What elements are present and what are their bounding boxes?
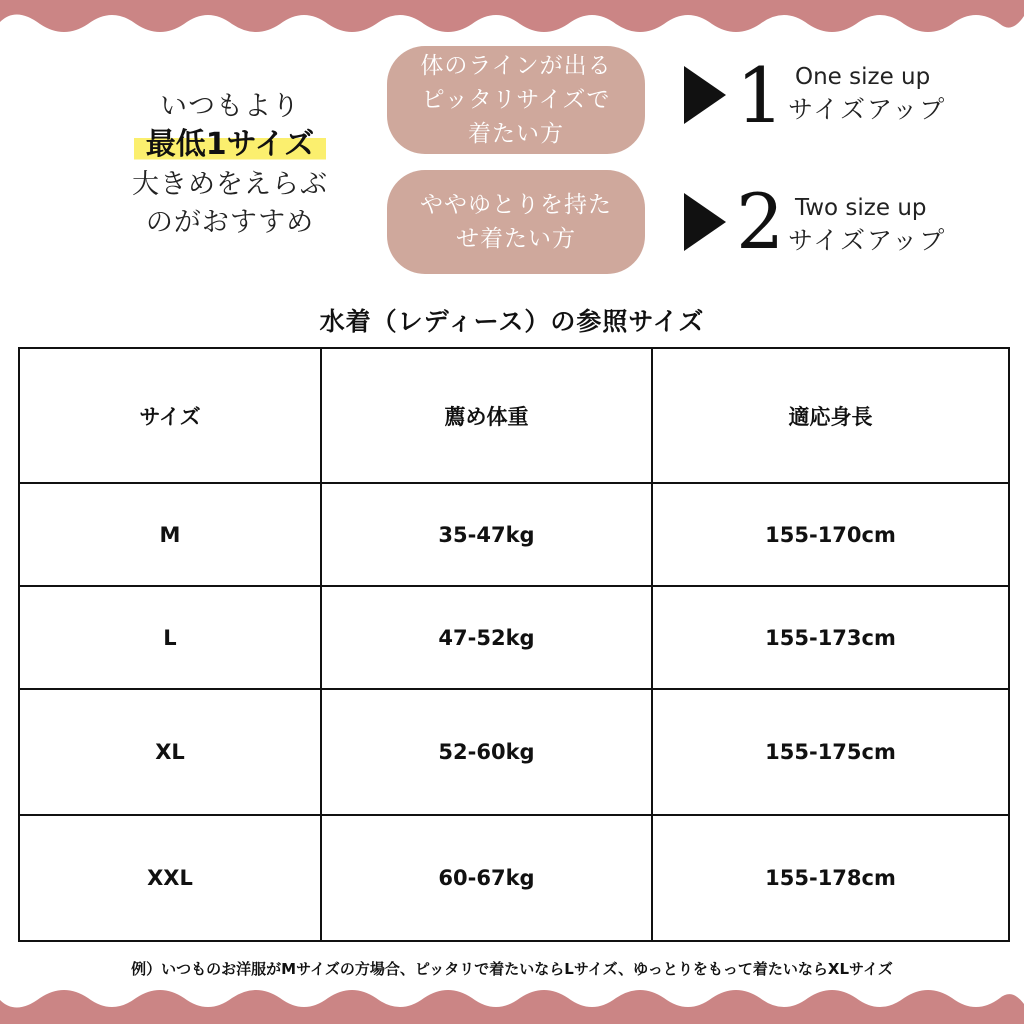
option-1-jp-label: サイズアップ xyxy=(788,95,947,124)
weight-cell: 47-52kg xyxy=(321,586,652,689)
size-table xyxy=(18,347,1010,942)
bottom-wave-border xyxy=(0,984,1024,1024)
table-row xyxy=(19,586,1009,689)
size-cell: M xyxy=(19,483,321,586)
option-2-description xyxy=(387,170,645,274)
table-title: 水着（レディース）の参照サイズ xyxy=(319,307,705,336)
size-advice xyxy=(110,88,350,242)
option-2-en-label: Two size up xyxy=(795,195,927,221)
arrow-right-icon xyxy=(684,193,726,251)
size-cell: XXL xyxy=(19,815,321,941)
height-cell: 155-170cm xyxy=(652,483,1009,586)
option-2-desc-line-1: ややゆとりを持た xyxy=(420,192,612,218)
table-row xyxy=(19,483,1009,586)
header-size: サイズ xyxy=(19,348,321,483)
option-1-number: 1 xyxy=(736,51,785,140)
option-1-desc-line-2: ピッタリサイズで xyxy=(421,87,611,113)
footnote: 例）いつものお洋服がMサイズの方場合、ピッタリで着たいならLサイズ、ゆっとりをもって着たいならXLサイズ xyxy=(131,960,893,978)
table-row xyxy=(19,815,1009,941)
top-wave-border xyxy=(0,0,1024,40)
weight-cell: 52-60kg xyxy=(321,689,652,815)
advice-line-4: のがおすすめ xyxy=(145,207,315,238)
header-weight: 薦め体重 xyxy=(321,348,652,483)
weight-cell: 35-47kg xyxy=(321,483,652,586)
table-row xyxy=(19,689,1009,815)
option-1-desc-line-1: 体のラインが出る xyxy=(420,53,612,79)
header-height: 適応身長 xyxy=(652,348,1009,483)
size-cell: XL xyxy=(19,689,321,815)
option-1-description xyxy=(387,46,645,154)
advice-line-1: いつもより xyxy=(160,91,300,122)
table-header-row xyxy=(19,348,1009,483)
height-cell: 155-178cm xyxy=(652,815,1009,941)
arrow-right-icon xyxy=(684,66,726,124)
option-2-jp-label: サイズアップ xyxy=(788,226,947,255)
height-cell: 155-173cm xyxy=(652,586,1009,689)
option-1-desc-line-3: 着たい方 xyxy=(468,121,564,147)
height-cell: 155-175cm xyxy=(652,689,1009,815)
size-cell: L xyxy=(19,586,321,689)
option-2-number: 2 xyxy=(736,177,785,266)
advice-highlight: 最低1サイズ xyxy=(134,126,326,164)
option-2-desc-line-2: せ着たい方 xyxy=(456,226,576,252)
weight-cell: 60-67kg xyxy=(321,815,652,941)
option-1-en-label: One size up xyxy=(795,64,931,90)
advice-line-3: 大きめをえらぶ xyxy=(132,169,328,200)
